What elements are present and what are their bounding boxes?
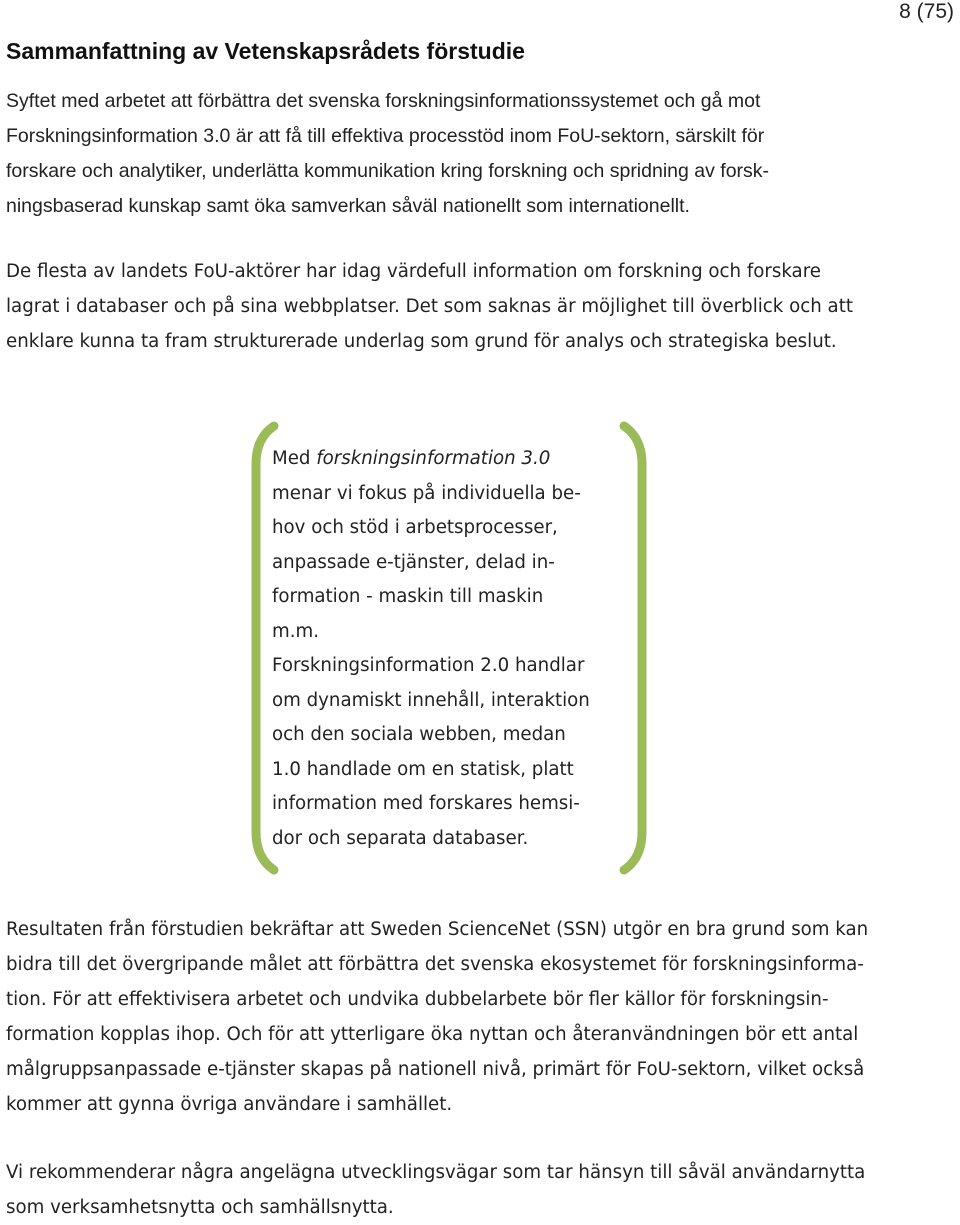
body-paragraph-results (6, 912, 956, 1122)
text-line: om dynamiskt innehåll, interaktion (272, 689, 590, 711)
text-line: som verksamhetsnytta och samhällsnytta. (6, 1197, 394, 1218)
text-line: bidra till det övergripande målet att förbättra det svenska ekosystemet för forskningsinforma- (6, 954, 864, 975)
callout-emphasis: forskningsinformation 3.0 (316, 448, 551, 469)
body-paragraph-recommendation (6, 1155, 956, 1225)
text-line: formation kopplas ihop. Och för att ytterligare öka nyttan och återanvändningen bör ett antal (6, 1024, 859, 1045)
text-line: Vi rekommenderar några angelägna utvecklingsvägar som tar hänsyn till såväl användarnytta (6, 1162, 866, 1183)
callout-text (272, 442, 590, 856)
text-line: anpassade e-tjänster, delad in- (272, 551, 555, 573)
callout-box (248, 420, 650, 876)
text-line: målgruppsanpassade e-tjänster skapas på nationell nivå, primärt för FoU-sektorn, vilket också (6, 1059, 865, 1080)
text-line: 1.0 handlade om en statisk, platt (272, 758, 574, 780)
text-line: De flesta av landets FoU-aktörer har idag värdefull information om forskning och forskare (6, 261, 821, 282)
text-line: enklare kunna ta fram strukturerade underlag som grund för analys och strategiska beslut. (6, 331, 837, 352)
text-line: dor och separata databaser. (272, 827, 529, 849)
text-line: tion. För att effektivisera arbetet och undvika dubbelarbete bör fler källor för forskningsin- (6, 989, 829, 1010)
body-paragraph-databases (6, 254, 956, 359)
intro-paragraph (6, 84, 956, 224)
text-line: och den sociala webben, medan (272, 724, 566, 745)
callout-first-line (272, 442, 590, 477)
text-line: forskare och analytiker, underlätta kommunikation kring forskning och spridning av forsk- (6, 160, 770, 182)
text-line: kommer att gynna övriga användare i samhället. (6, 1094, 453, 1115)
page-number: 8 (75) (899, 0, 954, 23)
text-line: Resultaten från förstudien bekräftar att Sweden ScienceNet (SSN) utgör en bra grund som kan (6, 919, 869, 940)
text-line: lagrat i databaser och på sina webbplatser. Det som saknas är möjlighet till överblick och att (6, 296, 853, 317)
text-line: m.m. (272, 620, 319, 642)
text-line: information med forskares hemsi- (272, 793, 580, 814)
right-bracket (624, 426, 642, 870)
text-line: Forskningsinformation 2.0 handlar (272, 655, 585, 676)
callout-prefix: Med (272, 448, 317, 469)
text-line: hov och stöd i arbetsprocesser, (272, 517, 558, 538)
text-line: Syftet med arbetet att förbättra det svenska forskningsinformationssystemet och gå mot (6, 90, 761, 112)
text-line: Forskningsinformation 3.0 är att få till effektiva processtöd inom FoU-sektorn, särskilt för (6, 125, 765, 147)
text-line: ningsbaserad kunskap samt öka samverkan såväl nationellt som internationellt. (6, 195, 690, 217)
page-title: Sammanfattning av Vetenskapsrådets förstudie (6, 38, 525, 64)
text-line: formation - maskin till maskin (272, 586, 544, 607)
text-line: menar vi fokus på individuella be- (272, 482, 581, 504)
